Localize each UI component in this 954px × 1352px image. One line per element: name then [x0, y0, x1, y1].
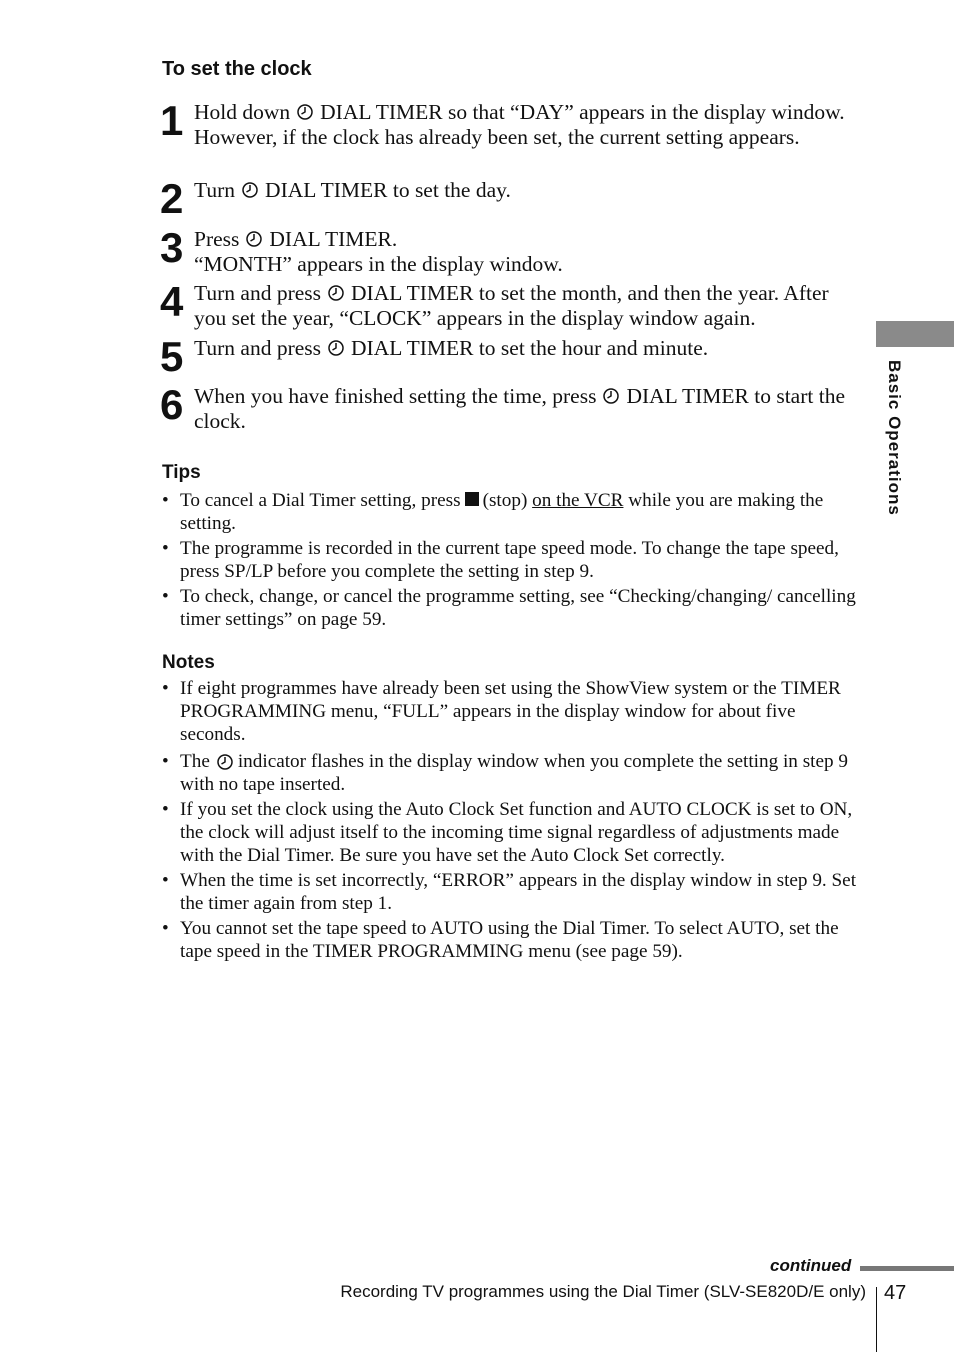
- notes-list: [160, 677, 860, 963]
- tips-list: [160, 489, 860, 631]
- stop-square-icon: [465, 492, 479, 506]
- continued-label: continued: [770, 1256, 852, 1275]
- step-number: 3: [160, 224, 183, 271]
- step-text: Turn and press DIAL TIMER to set the hour and minute.: [194, 336, 709, 360]
- continued-bar: [860, 1266, 954, 1271]
- side-tab-marker: [876, 321, 954, 347]
- tip-item: • To cancel a Dial Timer setting, press (stop) on the VCR while you are making the setting.: [160, 489, 860, 535]
- step-number: 2: [160, 175, 183, 222]
- step-number: 6: [160, 381, 183, 428]
- note-item: • If eight programmes have already been set using the ShowView system or the TIMER PROGRAMMING menu, “FULL” appears in the display window for about five seconds.: [160, 677, 860, 746]
- footer-title: Recording TV programmes using the Dial Timer (SLV-SE820D/E only): [340, 1282, 866, 1301]
- dial-timer-clock-icon: [296, 103, 314, 121]
- tip-item: • To check, change, or cancel the programme setting, see “Checking/changing/ cancelling timer settings” on page 59.: [160, 585, 860, 631]
- step-text: Press DIAL TIMER. “MONTH” appears in the display window.: [194, 227, 563, 276]
- note-item: • If you set the clock using the Auto Clock Set function and AUTO CLOCK is set to ON, the clock will adjust itself to the incoming time signal regardless of adjustments made with the Dial Timer. Be sure you have set the Auto Clock Set correctly.: [160, 798, 860, 867]
- footer-divider: [876, 1287, 877, 1352]
- dial-timer-clock-icon: [327, 339, 345, 357]
- step-text: Turn DIAL TIMER to set the day.: [194, 178, 511, 202]
- step-text: Turn and press DIAL TIMER to set the month, and then the year. After you set the year, “CLOCK” appears in the display window again.: [194, 281, 829, 330]
- side-tab-label: Basic Operations: [885, 360, 904, 516]
- page-number: 47: [884, 1282, 907, 1304]
- step-number: 1: [160, 97, 183, 144]
- tip-item: • The programme is recorded in the current tape speed mode. To change the tape speed, press SP/LP before you complete the setting in step 9.: [160, 537, 860, 583]
- notes-heading: Notes: [162, 652, 215, 673]
- vcr-link[interactable]: on the VCR: [532, 490, 624, 511]
- step-text: When you have finished setting the time, press DIAL TIMER to start the clock.: [194, 384, 845, 433]
- dial-timer-clock-icon: [245, 230, 263, 248]
- section-title: To set the clock: [162, 58, 312, 80]
- note-item: • The indicator flashes in the display window when you complete the setting in step 9 with no tape inserted.: [160, 750, 860, 796]
- dial-timer-clock-icon: [602, 387, 620, 405]
- note-item: • When the time is set incorrectly, “ERROR” appears in the display window in step 9. Set the timer again from step 1.: [160, 869, 860, 915]
- step-number: 4: [160, 278, 183, 325]
- tips-heading: Tips: [162, 462, 201, 483]
- step-number: 5: [160, 333, 183, 380]
- step-text: Hold down DIAL TIMER so that “DAY” appears in the display window. However, if the clock has already been set, the current setting appears.: [194, 100, 845, 149]
- dial-timer-clock-icon: [216, 753, 232, 769]
- dial-timer-clock-icon: [241, 181, 259, 199]
- dial-timer-clock-icon: [327, 284, 345, 302]
- note-item: • You cannot set the tape speed to AUTO using the Dial Timer. To select AUTO, set the tape speed in the TIMER PROGRAMMING menu (see page 59).: [160, 917, 860, 963]
